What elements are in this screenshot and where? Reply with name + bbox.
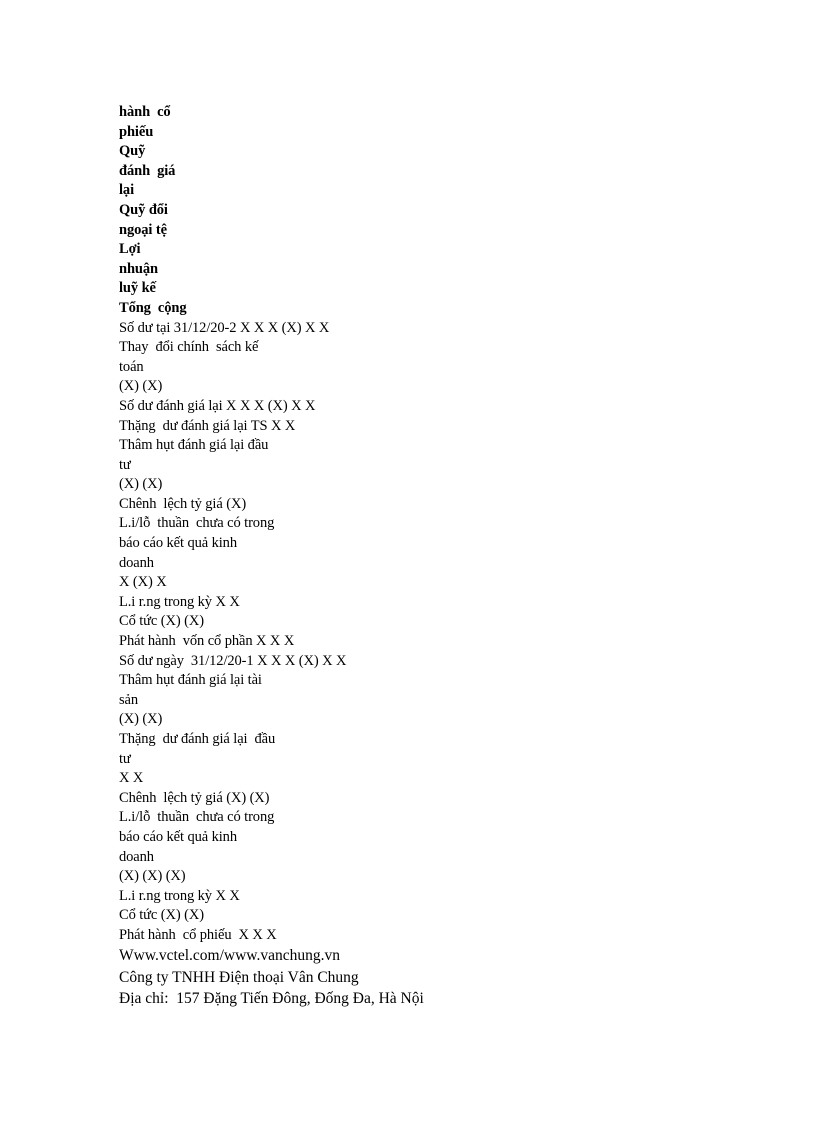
body-line: Cổ tức (X) (X) <box>119 613 204 630</box>
header-line: luỹ kế <box>119 280 156 297</box>
body-line: (X) (X) <box>119 378 163 395</box>
header-line: Quỹ đổi <box>119 201 168 218</box>
body-line: L.i/lỗ thuần chưa có trong <box>119 515 275 532</box>
header-line: Quỹ <box>119 143 146 160</box>
body-line: Cổ tức (X) (X) <box>119 907 204 924</box>
body-line: sản <box>119 691 139 708</box>
footer-website: Www.vctel.com/www.vanchung.vn <box>119 947 340 964</box>
header-line: ngoại tệ <box>119 221 167 238</box>
body-line: (X) (X) (X) <box>119 868 186 885</box>
body-line: Thặng dư đánh giá lại TS X X <box>119 417 296 434</box>
body-line: Thặng dư đánh giá lại đầu <box>119 731 276 747</box>
body-line: Số dư ngày 31/12/20-1 X X X (X) X X <box>119 652 347 669</box>
body-line: L.i r.ng trong kỳ X X <box>119 593 240 610</box>
body-line: Chênh lệch tỷ giá (X) (X) <box>119 789 270 806</box>
body-line: doanh <box>119 554 154 571</box>
body-line: Chênh lệch tỷ giá (X) <box>119 495 247 512</box>
body-line: Thâm hụt đánh giá lại tài <box>119 672 262 689</box>
body-line: doanh <box>119 848 154 865</box>
body-line: L.i r.ng trong kỳ X X <box>119 887 240 904</box>
header-line: phiếu <box>119 123 154 140</box>
body-line: Thâm hụt đánh giá lại đầu <box>119 437 269 454</box>
body-line: Số dư tại 31/12/20-2 X X X (X) X X <box>119 319 330 336</box>
body-line: tư <box>119 750 131 767</box>
header-line: Tổng cộng <box>119 299 187 316</box>
header-line: lại <box>119 182 135 199</box>
header-line: nhuận <box>119 260 159 277</box>
body-line: tư <box>119 456 131 473</box>
footer-company: Công ty TNHH Điện thoại Vân Chung <box>119 968 359 986</box>
body-line: Phát hành vốn cổ phần X X X <box>119 633 295 650</box>
footer-address: Địa chỉ: 157 Đặng Tiến Đông, Đống Đa, Hà Nội <box>119 990 424 1007</box>
header-line: hành cổ <box>119 104 171 120</box>
body-line: L.i/lỗ thuần chưa có trong <box>119 809 275 826</box>
header-line: đánh giá <box>119 162 176 179</box>
body-line: Phát hành cổ phiếu X X X <box>119 926 277 943</box>
document-body <box>119 103 719 946</box>
body-line: báo cáo kết quả kinh <box>119 535 237 552</box>
body-line: báo cáo kết quả kinh <box>119 828 237 845</box>
body-line: X (X) X <box>119 574 167 591</box>
body-line: Số dư đánh giá lại X X X (X) X X <box>119 397 316 414</box>
body-line: (X) (X) <box>119 711 163 728</box>
header-line: Lợi <box>119 241 141 258</box>
document-footer <box>119 945 719 1010</box>
body-line: (X) (X) <box>119 476 163 493</box>
body-line: toán <box>119 358 144 375</box>
body-line: Thay đổi chính sách kế <box>119 339 259 356</box>
body-line: X X <box>119 770 144 787</box>
